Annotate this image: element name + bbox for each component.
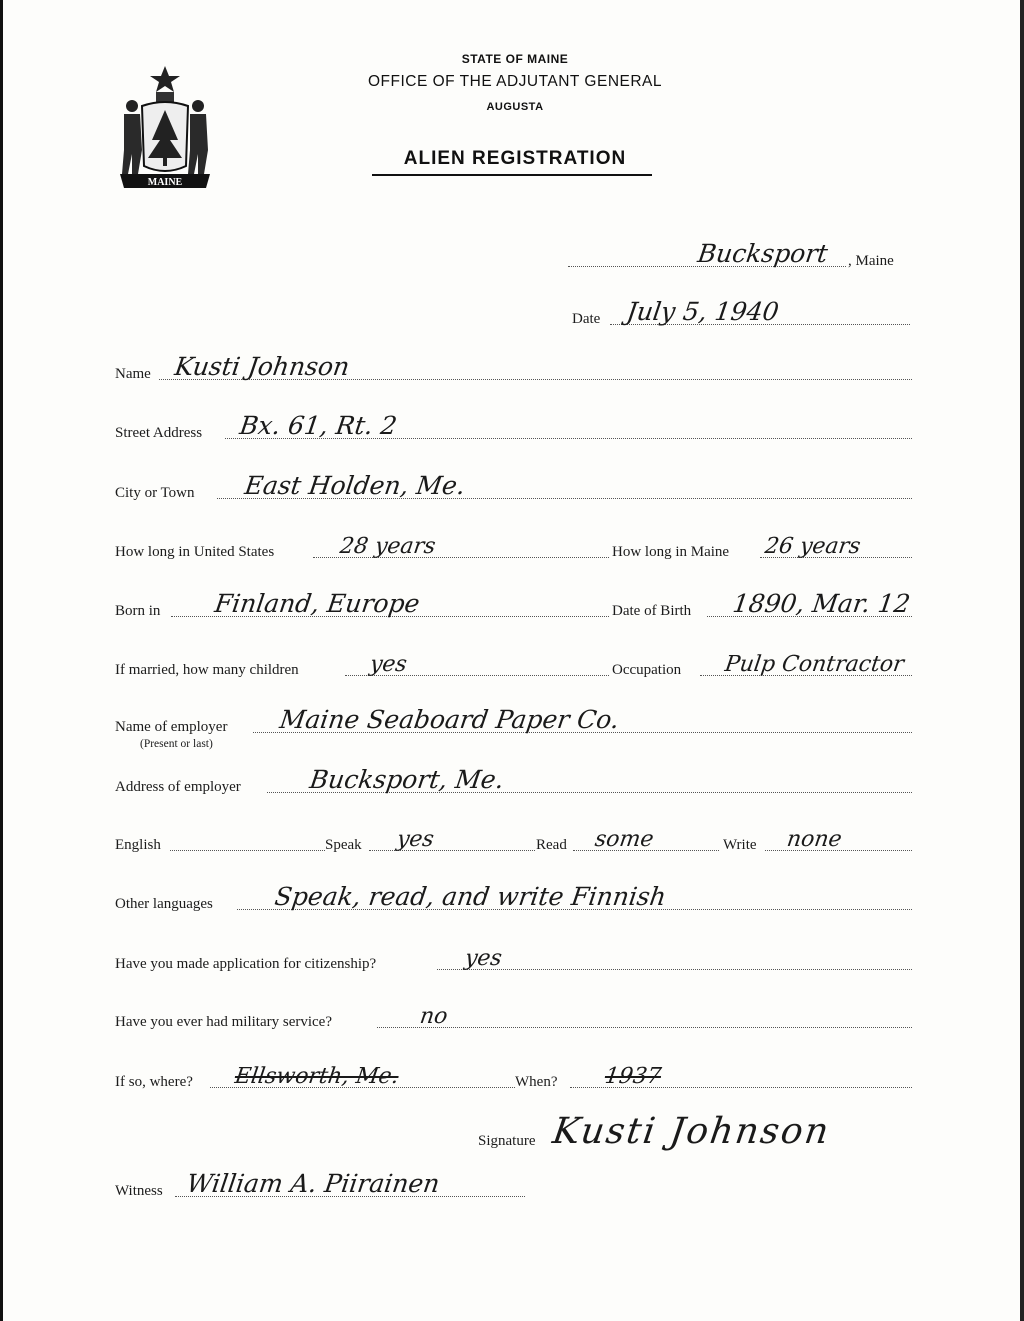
date-value: July 5, 1940 xyxy=(624,297,781,326)
other-languages-value: Speak, read, and write Finnish xyxy=(272,882,669,911)
form-title: ALIEN REGISTRATION xyxy=(403,148,627,169)
military-row xyxy=(115,1003,912,1033)
born-label: Born in xyxy=(115,603,161,619)
when-label: When? xyxy=(515,1074,558,1090)
dob-value: 1890, Mar. 12 xyxy=(730,589,912,618)
speak-label: Speak xyxy=(325,837,362,853)
scan-border-left xyxy=(0,0,3,1321)
english-label: English xyxy=(115,837,161,853)
family-row xyxy=(115,651,935,681)
city-label: City or Town xyxy=(115,485,195,501)
city-row xyxy=(115,471,912,504)
name-value: Kusti Johnson xyxy=(172,352,352,381)
read-value: some xyxy=(593,827,656,852)
birth-row xyxy=(115,589,912,622)
children-label: If married, how many children xyxy=(115,662,299,678)
military-value: no xyxy=(418,1004,450,1029)
write-label: Write xyxy=(723,837,757,853)
employer-sublabel: (Present or last) xyxy=(140,738,213,750)
scan-border-right xyxy=(1020,0,1024,1321)
residence-row xyxy=(115,533,912,563)
signature-label: Signature xyxy=(478,1133,536,1149)
employer-address-row xyxy=(115,765,912,798)
citizenship-label: Have you made application for citizenship? xyxy=(115,956,377,972)
languages-row xyxy=(115,882,912,915)
state-seal-icon xyxy=(112,62,218,190)
header-state: STATE OF MAINE xyxy=(461,52,569,66)
when-value: 1937 xyxy=(603,1064,663,1089)
how-long-us-value: 28 years xyxy=(338,534,438,559)
seal-scroll-text: MAINE xyxy=(147,177,183,188)
place-row xyxy=(568,239,913,272)
how-long-us-label: How long in United States xyxy=(115,544,275,560)
employer-value: Maine Seaboard Paper Co. xyxy=(277,705,622,734)
employer-address-label: Address of employer xyxy=(115,779,241,795)
where-label: If so, where? xyxy=(115,1074,193,1090)
employer-address-value: Bucksport, Me. xyxy=(307,765,506,794)
citizenship-row xyxy=(115,945,912,975)
born-value: Finland, Europe xyxy=(212,589,422,618)
place-value: Bucksport xyxy=(695,239,830,268)
witness-label: Witness xyxy=(115,1183,163,1199)
city-value: East Holden, Me. xyxy=(242,471,468,500)
date-row xyxy=(572,297,912,330)
header-office: OFFICE OF THE ADJUTANT GENERAL xyxy=(367,73,663,90)
title-underline xyxy=(372,174,652,176)
citizenship-value: yes xyxy=(463,946,504,971)
date-label: Date xyxy=(572,311,601,327)
speak-value: yes xyxy=(395,827,436,852)
street-value: Bx. 61, Rt. 2 xyxy=(237,411,399,440)
witness-value: William A. Piirainen xyxy=(184,1169,442,1198)
how-long-me-label: How long in Maine xyxy=(612,544,730,560)
occupation-label: Occupation xyxy=(612,662,682,678)
employer-label: Name of employer xyxy=(115,719,228,735)
military-label: Have you ever had military service? xyxy=(115,1014,332,1030)
name-row xyxy=(115,352,912,385)
street-row xyxy=(115,411,912,444)
employer-row xyxy=(115,705,912,750)
where-value: Ellsworth, Me. xyxy=(233,1064,401,1089)
witness-row xyxy=(115,1169,535,1202)
english-row xyxy=(115,826,912,856)
dob-label: Date of Birth xyxy=(612,603,692,619)
read-label: Read xyxy=(536,837,567,853)
occupation-value: Pulp Contractor xyxy=(723,652,906,677)
how-long-me-value: 26 years xyxy=(763,534,863,559)
place-suffix: , Maine xyxy=(848,253,894,269)
signature-value: Kusti Johnson xyxy=(550,1111,833,1152)
write-value: none xyxy=(785,827,844,852)
service-row xyxy=(115,1063,912,1093)
street-label: Street Address xyxy=(115,425,203,441)
header-city: AUGUSTA xyxy=(486,101,544,113)
children-value: yes xyxy=(368,652,409,677)
other-languages-label: Other languages xyxy=(115,896,213,912)
signature-row xyxy=(478,1112,978,1152)
name-label: Name xyxy=(115,366,151,382)
